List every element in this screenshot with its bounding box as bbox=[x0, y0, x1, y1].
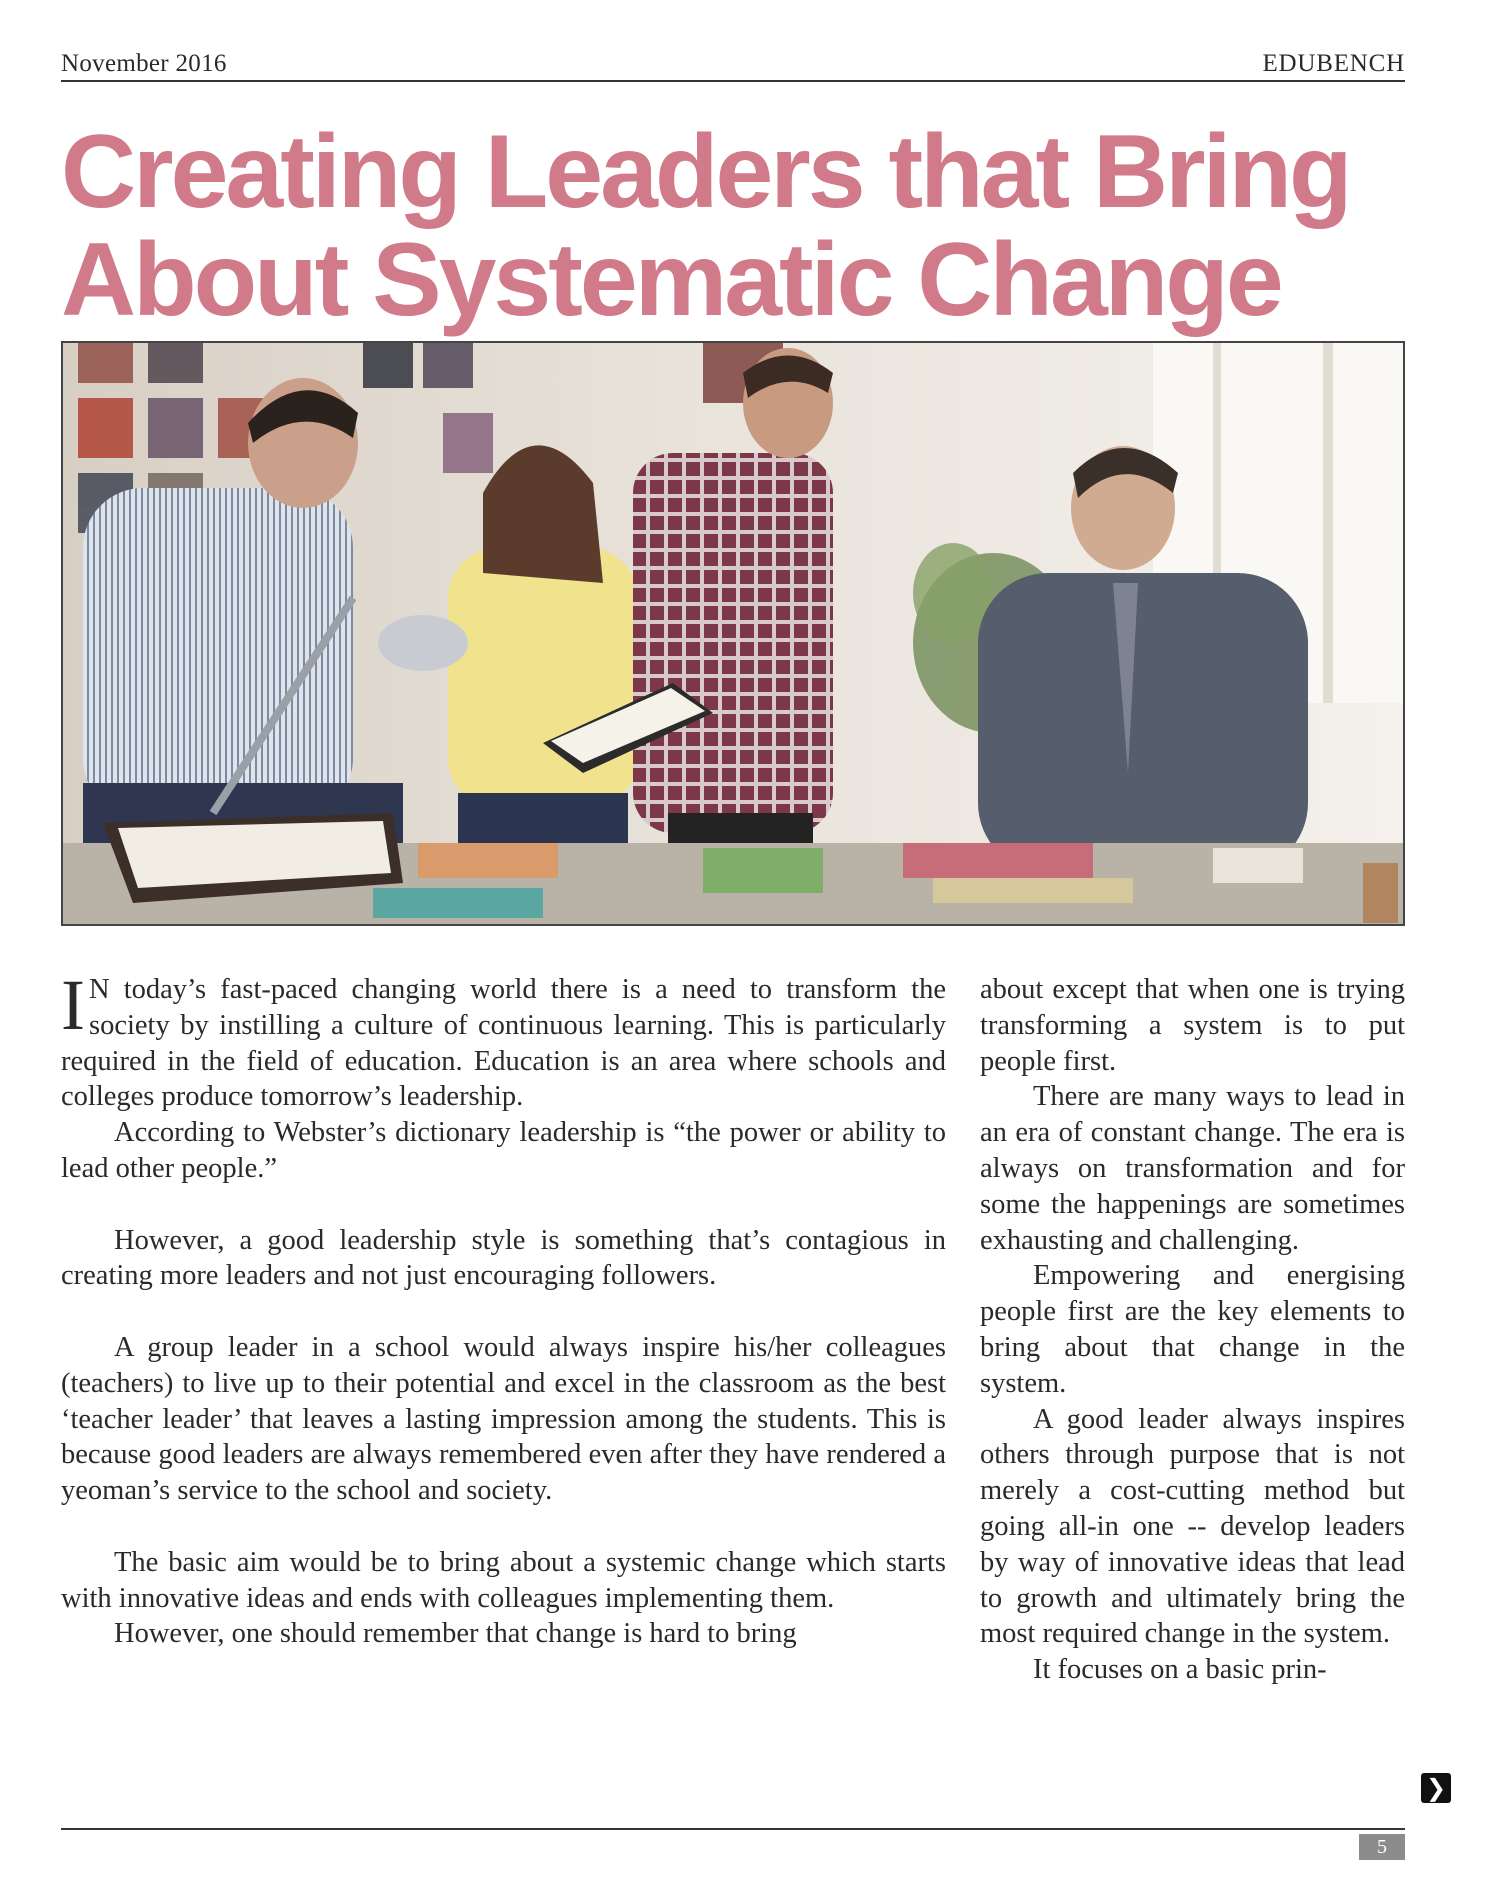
chevron-right-icon[interactable]: ❯ bbox=[1421, 1773, 1451, 1803]
drop-cap: I bbox=[61, 965, 85, 1045]
paragraph: However, a good leadership style is something that’s contagious in creating more leaders and not just encouraging followers. bbox=[61, 1224, 946, 1292]
paragraph: A good leader always inspires others through purpose that is not merely a cost-cutting method but going all-in one -- develop leaders by way of innovative ideas that lead to growth and ultimately bring the most required change in the system. bbox=[980, 1403, 1405, 1650]
paragraph-intro bbox=[61, 965, 946, 1115]
paragraph: It focuses on a basic prin- bbox=[1033, 1654, 1327, 1686]
article-column-left bbox=[61, 965, 946, 1652]
magazine-name: EDUBENCH bbox=[1262, 50, 1405, 77]
paragraph: However, one should remember that change is hard to bring bbox=[114, 1618, 797, 1650]
paragraph-spacer bbox=[61, 1294, 946, 1330]
article-title: Creating Leaders that Bring About Systematic Change bbox=[61, 114, 1350, 338]
paragraph-spacer bbox=[61, 1509, 946, 1545]
paragraph: According to Webster’s dictionary leadership is “the power or ability to lead other people.” bbox=[61, 1117, 946, 1184]
paragraph: Empowering and energising people first are the key elements to bring about that change in the system. bbox=[980, 1260, 1405, 1399]
paragraph: The basic aim would be to bring about a systemic change which starts with innovative ideas and ends with colleagues implementing them. bbox=[61, 1546, 946, 1614]
issue-date: November 2016 bbox=[61, 50, 227, 77]
paragraph-text: N today’s fast-paced changing world there is a need to transform the society by instilling a culture of continuous learning. This is particularly required in the field of education. Education is an area where schools and colleges produce tomorrow’s leadership. bbox=[61, 974, 946, 1113]
article-column-right bbox=[980, 972, 1405, 1688]
footer-divider bbox=[61, 1828, 1405, 1830]
paragraph: about except that when one is trying transforming a system is to put people first. bbox=[980, 974, 1405, 1077]
page-number: 5 bbox=[1359, 1834, 1405, 1860]
paragraph: There are many ways to lead in an era of constant change. The era is always on transformation and for some the happenings are sometimes exhausting and challenging. bbox=[980, 1081, 1405, 1256]
paragraph-spacer bbox=[61, 1187, 946, 1223]
paragraph: A group leader in a school would always inspire his/her colleagues (teachers) to live up to their potential and excel in the classroom as the best ‘teacher leader’ that leaves a lasting impression among the students. This is because good leaders are always remembered even after they have rendered a yeoman’s service to the school and society. bbox=[61, 1331, 946, 1507]
page-header bbox=[61, 50, 1405, 82]
article-photo bbox=[61, 341, 1405, 926]
